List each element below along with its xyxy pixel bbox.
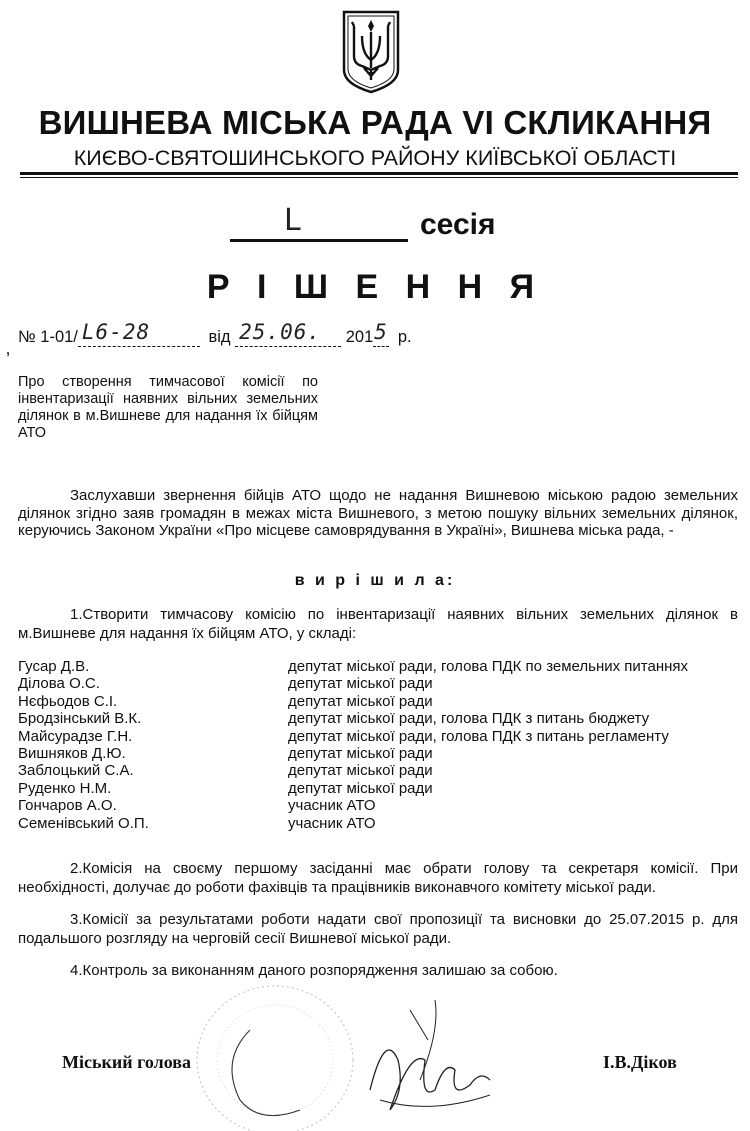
year-suffix: р. xyxy=(397,328,412,346)
member-name: Бродзінський В.К. xyxy=(18,710,142,728)
member-name: Гончаров А.О. xyxy=(18,797,117,815)
number-blank xyxy=(78,320,200,347)
member-name: Заблоцький С.А. xyxy=(18,762,134,780)
margin-mark: ‚ xyxy=(6,338,10,358)
list-item xyxy=(18,675,738,692)
member-role: депутат міської ради, голова ПДК з питань регламенту xyxy=(288,727,669,745)
list-item xyxy=(18,815,738,832)
list-item xyxy=(18,658,738,675)
list-item xyxy=(18,745,738,762)
tryzub-emblem-icon xyxy=(340,10,402,94)
council-title: ВИШНЕВА МІСЬКА РАДА VI СКЛИКАННЯ xyxy=(38,104,712,141)
member-role: депутат міської ради, голова ПДК з питань бюджету xyxy=(288,710,650,728)
item-3: 3.Комісії за результатами роботи надати свої пропозиції та висновки до 25.07.2015 р. для подальшого розгляду на черговій сесії Вишневої міської ради. xyxy=(18,911,738,947)
item-1: 1.Створити тимчасову комісію по інвентаризації наявних вільних земельних ділянок в м.Вишневе для надання їх бійцям АТО, у складі: xyxy=(18,606,738,642)
member-role: депутат міської ради xyxy=(288,762,433,780)
member-name: Вишняков Д.Ю. xyxy=(18,744,126,762)
number-prefix: № 1-01/ xyxy=(18,328,78,346)
year-blank xyxy=(373,320,389,347)
signature-position: Міський голова xyxy=(62,1052,191,1072)
item-2: 2.Комісія на своєму першому засіданні має обрати голову та секретаря комісії. При необхідності, долучає до роботи фахівців та працівників виконавчого комітету міської ради. xyxy=(18,860,738,896)
decision-subject: Про створення тимчасової комісії по інвентаризації наявних вільних земельних ділянок в м.Вишневе для надання їх бійцям АТО xyxy=(18,374,318,441)
signature-name: І.В.Діков xyxy=(603,1052,677,1072)
member-role: депутат міської ради xyxy=(288,692,433,710)
preamble: Заслухавши звернення бійців АТО щодо не надання Вишневою міською радою земельних ділянок згідно заяв громадян в межах міста Вишневого, з метою пошуку вільних земельних ділянок, керуючись Законом України «Про місцеве самоврядування в Україні», Вишнева міська рада, - xyxy=(18,487,738,539)
commission-members-list xyxy=(18,658,738,832)
member-role: депутат міської ради xyxy=(288,744,433,762)
member-name: Нєфьодов С.І. xyxy=(18,692,118,710)
number-handwritten: L6-28 xyxy=(81,320,151,344)
year-prefix: 201 xyxy=(345,328,374,346)
member-role: учасник АТО xyxy=(288,797,376,815)
member-name: Семенівський О.П. xyxy=(18,814,149,832)
list-item xyxy=(18,797,738,814)
item-4: 4.Контроль за виконанням даного розпорядження залишаю за собою. xyxy=(70,962,558,979)
member-name: Майсурадзе Г.Н. xyxy=(18,727,133,745)
resolved-heading: в и р і ш и л а: xyxy=(294,572,456,589)
member-role: депутат міської ради xyxy=(288,779,433,797)
member-name: Руденко Н.М. xyxy=(18,779,112,797)
decision-title: Р І Ш Е Н Н Я xyxy=(206,268,544,306)
session-number-handwritten: L xyxy=(284,203,301,238)
member-role: депутат міської ради, голова ПДК по земельних питаннях xyxy=(288,658,689,675)
header-rule-thin xyxy=(20,177,738,178)
member-name: Гусар Д.В. xyxy=(18,658,90,675)
handwritten-signature-icon xyxy=(350,990,510,1131)
list-item xyxy=(18,728,738,745)
header-rule-thick xyxy=(20,172,738,175)
list-item xyxy=(18,710,738,727)
year-handwritten: 5 xyxy=(374,320,388,344)
date-label: від xyxy=(208,328,231,346)
session-number-blank xyxy=(230,205,408,242)
member-role: депутат міської ради xyxy=(288,675,433,693)
list-item xyxy=(18,762,738,779)
member-role: учасник АТО xyxy=(288,814,376,832)
date-blank xyxy=(235,320,341,347)
decision-number-line xyxy=(18,320,412,347)
session-line xyxy=(230,205,496,242)
district-subtitle: КИЄВО-СВЯТОШИНСЬКОГО РАЙОНУ КИЇВСЬКОЇ ОБЛАСТІ xyxy=(73,146,677,170)
list-item xyxy=(18,780,738,797)
member-name: Ділова О.С. xyxy=(18,675,100,693)
date-handwritten: 25.06. xyxy=(239,320,322,344)
session-label: сесія xyxy=(420,208,496,241)
list-item xyxy=(18,693,738,710)
